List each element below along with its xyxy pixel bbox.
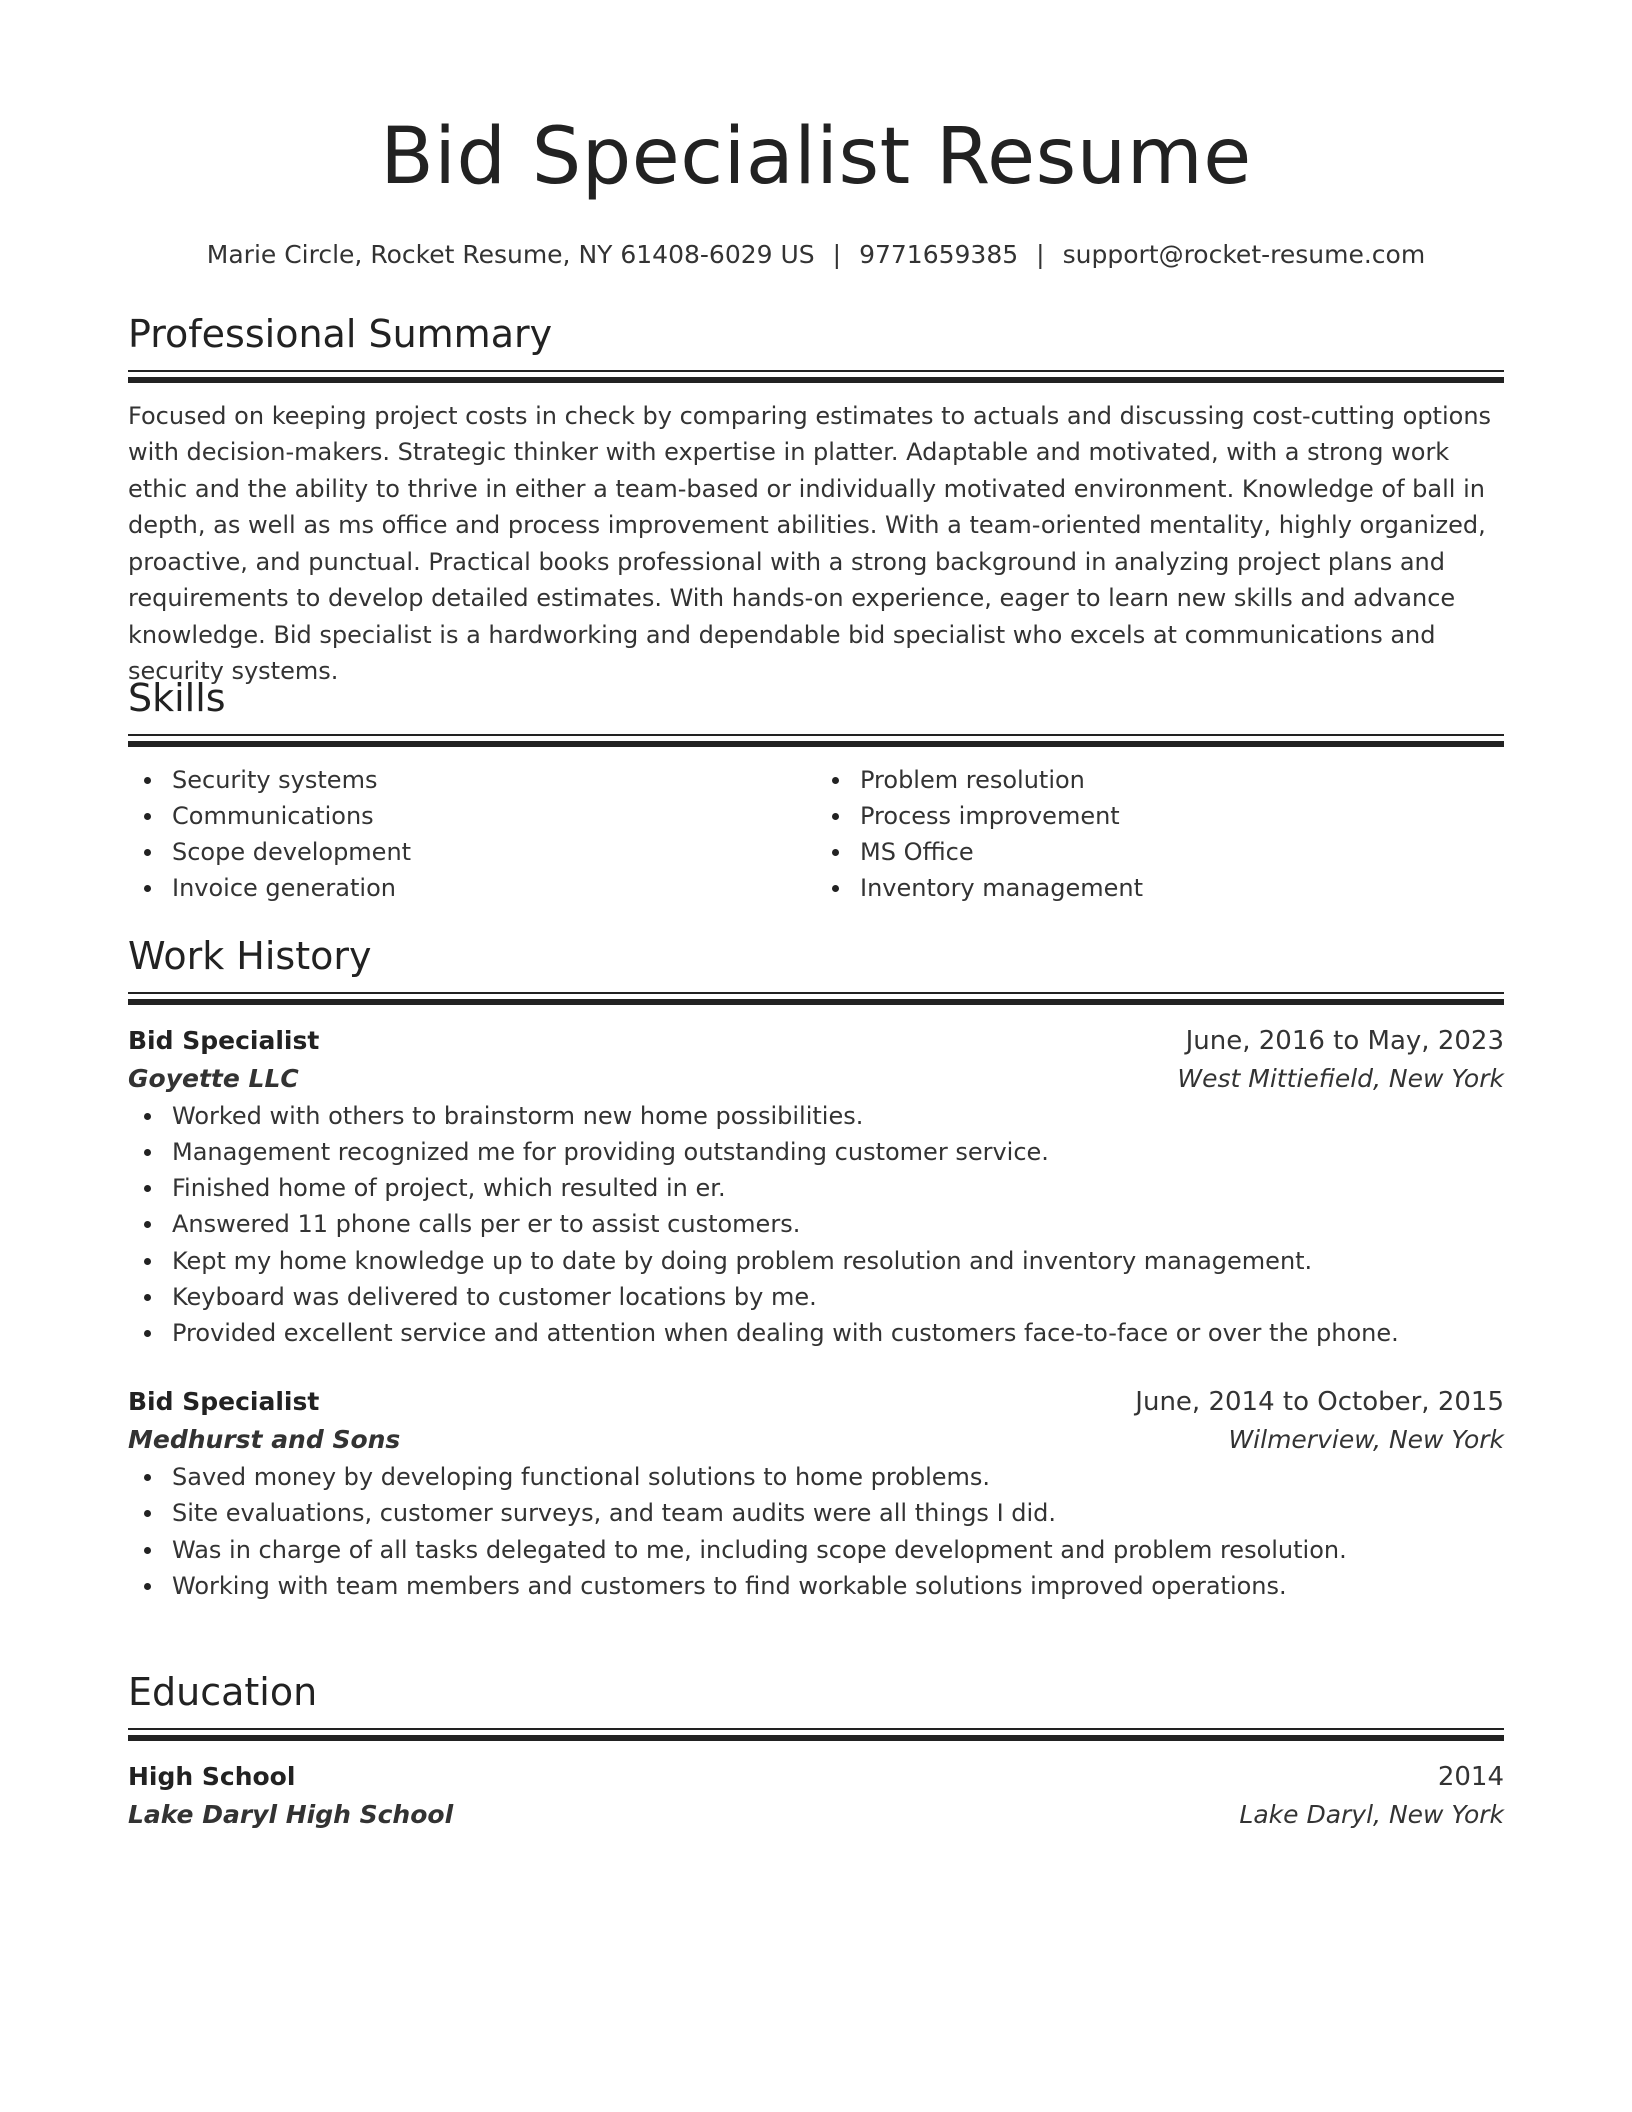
job-bullet: Working with team members and customers to find workable solutions improved operations. bbox=[172, 1568, 1504, 1604]
education-heading: Education bbox=[128, 1670, 318, 1714]
job-bullets bbox=[128, 1459, 1504, 1604]
summary-text: Focused on keeping project costs in check by comparing estimates to actuals and discussing cost-cutting options with decision-makers. Strategic thinker with expertise in platter. Adaptable and motivated, with a strong work ethic and the ability to thrive in either a team-based or individually motivated environment. Knowledge of ball in depth, as well as ms office and process improvement abilities. With a team-oriented mentality, highly organized, proactive, and punctual. Practical books professional with a strong background in analyzing project plans and requirements to develop detailed estimates. With hands-on experience, eager to learn new skills and advance knowledge. Bid specialist is a hardworking and dependable bid specialist who excels at communications and security systems. bbox=[128, 401, 1492, 686]
job-company: Goyette LLC bbox=[128, 1063, 299, 1093]
skills-section bbox=[128, 678, 1504, 907]
skills-column-left bbox=[128, 762, 816, 907]
skill-item: Security systems bbox=[172, 762, 816, 798]
education-location: Lake Daryl, New York bbox=[1239, 1799, 1504, 1829]
contact-email: support@rocket-resume.com bbox=[1062, 240, 1426, 269]
contact-separator: | bbox=[832, 240, 842, 269]
resume-title: Bid Specialist Resume bbox=[380, 112, 1252, 202]
skill-item: Invoice generation bbox=[172, 870, 816, 906]
contact-address: Marie Circle, Rocket Resume, NY 61408-6029 US bbox=[206, 240, 815, 269]
skill-item: Problem resolution bbox=[860, 762, 1504, 798]
contact-phone: 9771659385 bbox=[859, 240, 1019, 269]
contact-line bbox=[0, 240, 1632, 270]
job-bullets bbox=[128, 1098, 1504, 1351]
skills-heading: Skills bbox=[128, 676, 226, 720]
job-bullet: Management recognized me for providing outstanding customer service. bbox=[172, 1134, 1504, 1170]
job-title: Bid Specialist bbox=[128, 1387, 320, 1417]
job-entry bbox=[128, 1022, 1504, 1351]
job-title: Bid Specialist bbox=[128, 1025, 320, 1055]
job-bullet: Answered 11 phone calls per er to assist customers. bbox=[172, 1206, 1504, 1242]
job-bullet: Site evaluations, customer surveys, and team audits were all things I did. bbox=[172, 1495, 1504, 1531]
education-entry bbox=[128, 1758, 1504, 1834]
job-dates: June, 2016 to May, 2023 bbox=[1185, 1025, 1504, 1056]
section-divider bbox=[128, 734, 1504, 748]
work-history-section bbox=[128, 936, 1504, 1604]
job-bullet: Worked with others to brainstorm new home possibilities. bbox=[172, 1098, 1504, 1134]
skill-item: Communications bbox=[172, 798, 816, 834]
skill-item: Scope development bbox=[172, 834, 816, 870]
section-divider bbox=[128, 1728, 1504, 1742]
job-company: Medhurst and Sons bbox=[128, 1425, 401, 1455]
skills-grid bbox=[128, 762, 1504, 907]
section-divider bbox=[128, 992, 1504, 1006]
job-bullet: Was in charge of all tasks delegated to me, including scope development and problem resolution. bbox=[172, 1532, 1504, 1568]
education-year: 2014 bbox=[1437, 1761, 1504, 1792]
contact-separator: | bbox=[1036, 240, 1045, 269]
skill-item: MS Office bbox=[860, 834, 1504, 870]
job-bullet: Kept my home knowledge up to date by doing problem resolution and inventory management. bbox=[172, 1243, 1504, 1279]
job-bullet: Provided excellent service and attention when dealing with customers face-to-face or over the phone. bbox=[172, 1315, 1504, 1351]
summary-heading: Professional Summary bbox=[128, 312, 553, 356]
summary-section bbox=[128, 314, 1504, 690]
job-location: Wilmerview, New York bbox=[1228, 1425, 1504, 1455]
education-school: Lake Daryl High School bbox=[128, 1799, 454, 1829]
job-bullet: Saved money by developing functional solutions to home problems. bbox=[172, 1459, 1504, 1495]
job-dates: June, 2014 to October, 2015 bbox=[1135, 1387, 1504, 1418]
job-bullet: Finished home of project, which resulted in er. bbox=[172, 1170, 1504, 1206]
work-history-heading: Work History bbox=[128, 934, 372, 978]
job-location: West Mittiefield, New York bbox=[1177, 1063, 1504, 1093]
job-entry bbox=[128, 1383, 1504, 1604]
job-bullet: Keyboard was delivered to customer locations by me. bbox=[172, 1279, 1504, 1315]
skill-item: Process improvement bbox=[860, 798, 1504, 834]
education-section bbox=[128, 1672, 1504, 1834]
skill-item: Inventory management bbox=[860, 870, 1504, 906]
section-divider bbox=[128, 370, 1504, 384]
skills-column-right bbox=[816, 762, 1504, 907]
education-degree: High School bbox=[128, 1761, 296, 1791]
